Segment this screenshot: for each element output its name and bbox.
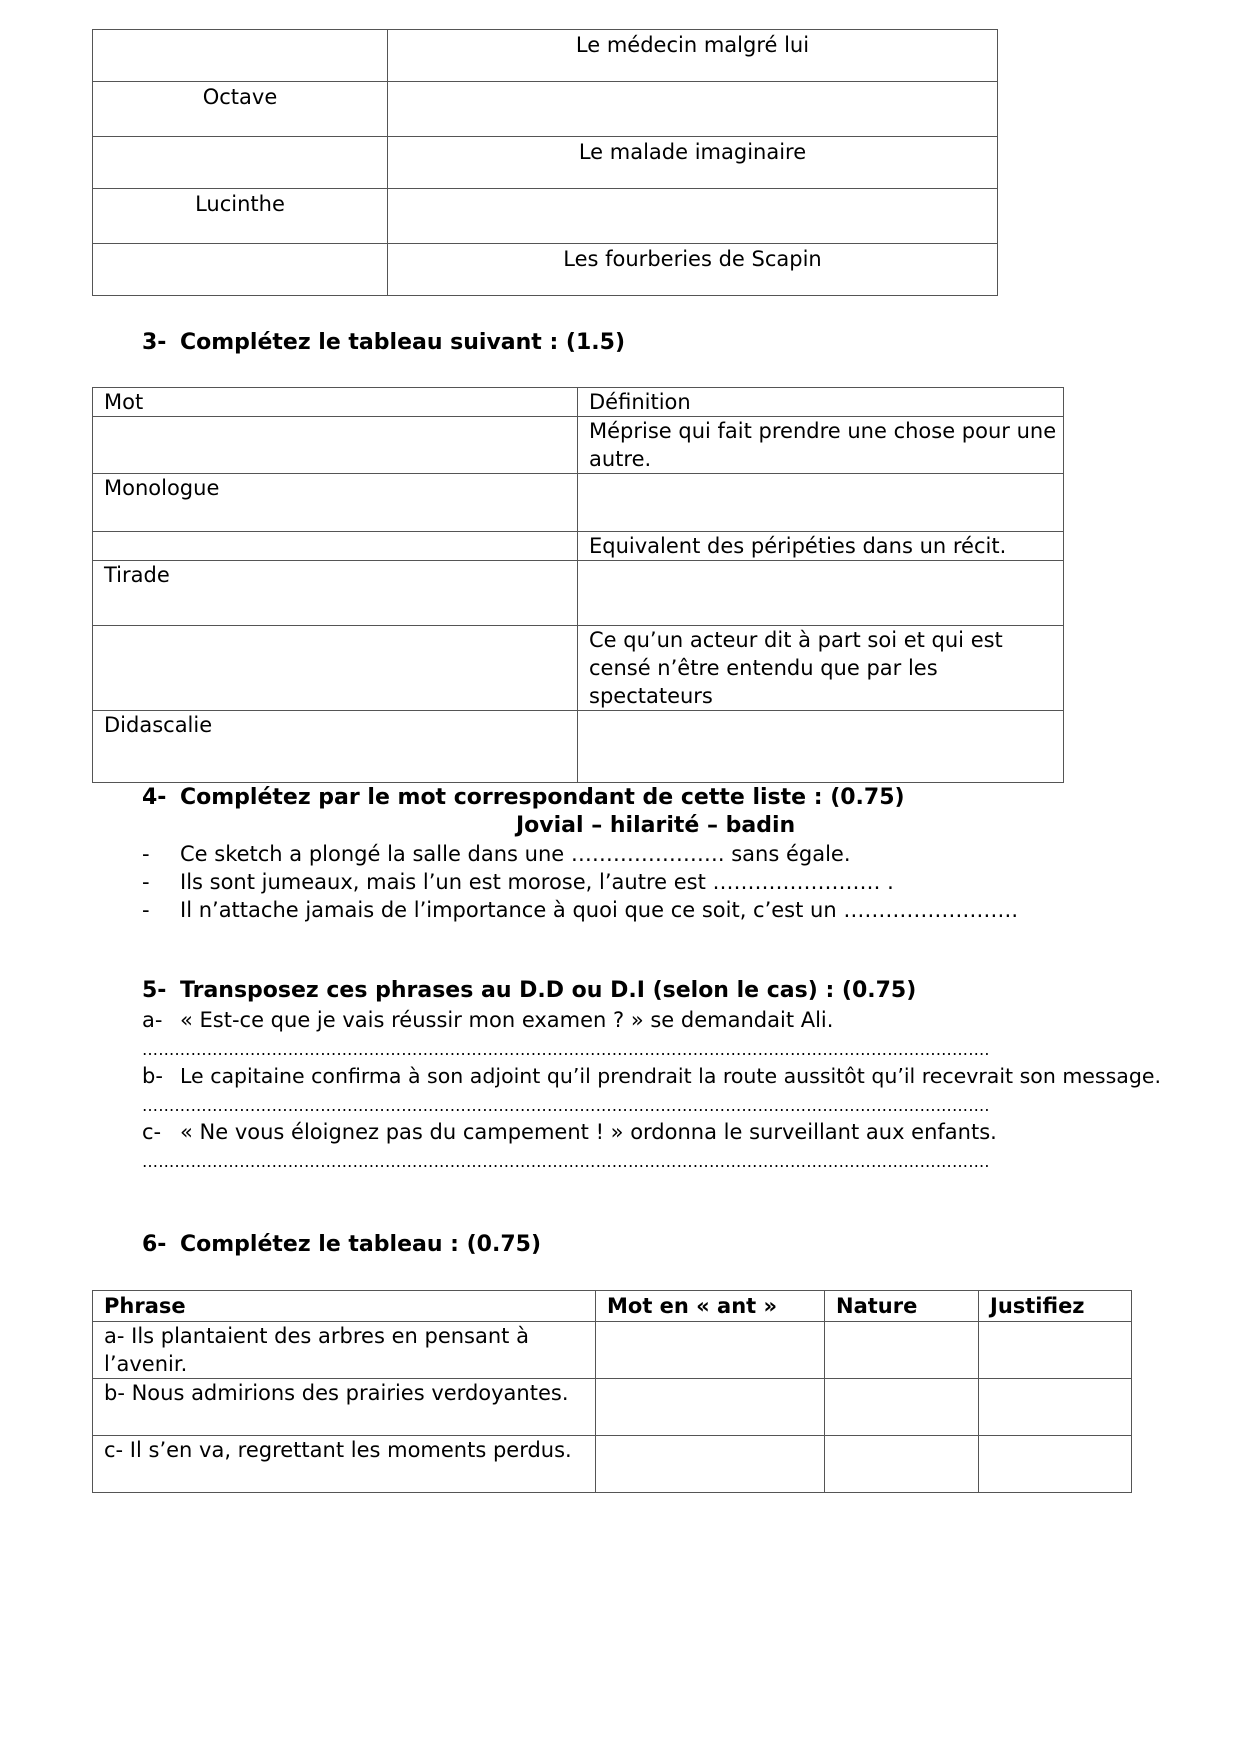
table-row	[93, 417, 1064, 474]
table-cell[interactable]	[578, 474, 1064, 532]
table-cell[interactable]	[596, 1436, 825, 1493]
table-cell[interactable]	[93, 137, 388, 189]
question-number: 4-	[142, 785, 167, 810]
table-cell[interactable]: Le malade imaginaire	[388, 137, 998, 189]
list-item	[142, 1118, 997, 1146]
table-cell[interactable]	[93, 532, 578, 561]
table-cell[interactable]	[388, 189, 998, 244]
question-title: Complétez le tableau suivant : (1.5)	[180, 330, 626, 355]
table-cell[interactable]: Equivalent des péripéties dans un récit.	[578, 532, 1064, 561]
list-marker: -	[142, 870, 150, 894]
table-cell[interactable]: Monologue	[93, 474, 578, 532]
list-marker: -	[142, 842, 150, 866]
table-cell[interactable]	[93, 626, 578, 711]
characters-plays-table	[92, 29, 998, 296]
header-definition: Définition	[578, 388, 1064, 417]
table-row	[93, 1322, 1132, 1379]
table-cell[interactable]	[825, 1379, 979, 1436]
answer-line[interactable]: ………………………………………………………………………………………………………………………………………….	[142, 1096, 990, 1115]
table-row	[93, 474, 1064, 532]
table-cell[interactable]: Tirade	[93, 561, 578, 626]
list-item	[142, 868, 894, 896]
list-item	[142, 840, 851, 868]
question-4-heading	[142, 785, 905, 810]
participle-table	[92, 1290, 1132, 1493]
table-cell[interactable]	[388, 82, 998, 137]
table-cell[interactable]	[825, 1322, 979, 1379]
table-row	[93, 532, 1064, 561]
question-3-heading	[142, 330, 625, 355]
table-cell[interactable]	[979, 1379, 1132, 1436]
table-header-row	[93, 388, 1064, 417]
list-item-text: « Ne vous éloignez pas du campement ! » ordonna le surveillant aux enfants.	[180, 1120, 997, 1144]
table-cell[interactable]: Didascalie	[93, 711, 578, 783]
header-nature: Nature	[825, 1291, 979, 1322]
question-number: 6-	[142, 1232, 167, 1257]
list-marker: -	[142, 898, 150, 922]
table-row	[93, 30, 998, 82]
table-cell: c- Il s’en va, regrettant les moments perdus.	[93, 1436, 596, 1493]
table-cell[interactable]	[578, 561, 1064, 626]
table-cell[interactable]	[93, 244, 388, 296]
header-justifiez: Justifiez	[979, 1291, 1132, 1322]
question-title: Transposez ces phrases au D.D ou D.I (selon le cas) : (0.75)	[180, 978, 917, 1003]
table-row	[93, 82, 998, 137]
list-item	[142, 1062, 1161, 1090]
list-item	[142, 1006, 833, 1034]
table-cell[interactable]: Les fourberies de Scapin	[388, 244, 998, 296]
answer-line[interactable]: ………………………………………………………………………………………………………………………………………….	[142, 1152, 990, 1171]
word-list: Jovial – hilarité – badin	[516, 813, 796, 838]
header-phrase: Phrase	[93, 1291, 596, 1322]
table-cell[interactable]: Méprise qui fait prendre une chose pour une autre.	[578, 417, 1064, 474]
table-row	[93, 244, 998, 296]
list-item-text: « Est-ce que je vais réussir mon examen ? » se demandait Ali.	[180, 1008, 834, 1032]
table-cell[interactable]	[578, 711, 1064, 783]
table-cell[interactable]: Octave	[93, 82, 388, 137]
table-cell[interactable]	[979, 1436, 1132, 1493]
list-item-text[interactable]: Ce sketch a plongé la salle dans une …………………. sans égale.	[180, 842, 851, 866]
table-cell[interactable]: Lucinthe	[93, 189, 388, 244]
header-mot-en-ant: Mot en « ant »	[596, 1291, 825, 1322]
list-marker: a-	[142, 1008, 163, 1032]
table-cell[interactable]: Le médecin malgré lui	[388, 30, 998, 82]
answer-line[interactable]: ………………………………………………………………………………………………………………………………………….	[142, 1040, 990, 1059]
question-title: Complétez par le mot correspondant de cette liste : (0.75)	[180, 785, 905, 810]
list-item-text: Le capitaine confirma à son adjoint qu’il prendrait la route aussitôt qu’il recevrait son message.	[180, 1064, 1161, 1088]
table-row	[93, 711, 1064, 783]
list-item-text[interactable]: Ils sont jumeaux, mais l’un est morose, l’autre est …………………… .	[180, 870, 894, 894]
table-row	[93, 189, 998, 244]
table-row	[93, 561, 1064, 626]
table-cell[interactable]	[93, 417, 578, 474]
table-cell[interactable]	[979, 1322, 1132, 1379]
list-marker: b-	[142, 1064, 163, 1088]
table-row	[93, 1379, 1132, 1436]
list-item-text[interactable]: Il n’attache jamais de l’importance à quoi que ce soit, c’est un …………………….	[180, 898, 1019, 922]
table-header-row	[93, 1291, 1132, 1322]
question-5-heading	[142, 978, 916, 1003]
table-row	[93, 137, 998, 189]
table-cell: b- Nous admirions des prairies verdoyantes.	[93, 1379, 596, 1436]
table-cell[interactable]: Ce qu’un acteur dit à part soi et qui est censé n’être entendu que par les spectateurs	[578, 626, 1064, 711]
table-cell[interactable]	[93, 30, 388, 82]
list-marker: c-	[142, 1120, 162, 1144]
table-cell[interactable]	[596, 1322, 825, 1379]
table-cell[interactable]	[596, 1379, 825, 1436]
table-row	[93, 626, 1064, 711]
table-row	[93, 1436, 1132, 1493]
table-cell: a- Ils plantaient des arbres en pensant à l’avenir.	[93, 1322, 596, 1379]
question-number: 3-	[142, 330, 167, 355]
header-mot: Mot	[93, 388, 578, 417]
list-item	[142, 896, 1018, 924]
table-cell[interactable]	[825, 1436, 979, 1493]
question-title: Complétez le tableau : (0.75)	[180, 1232, 542, 1257]
vocabulary-table	[92, 387, 1064, 783]
question-number: 5-	[142, 978, 167, 1003]
question-6-heading	[142, 1232, 541, 1257]
